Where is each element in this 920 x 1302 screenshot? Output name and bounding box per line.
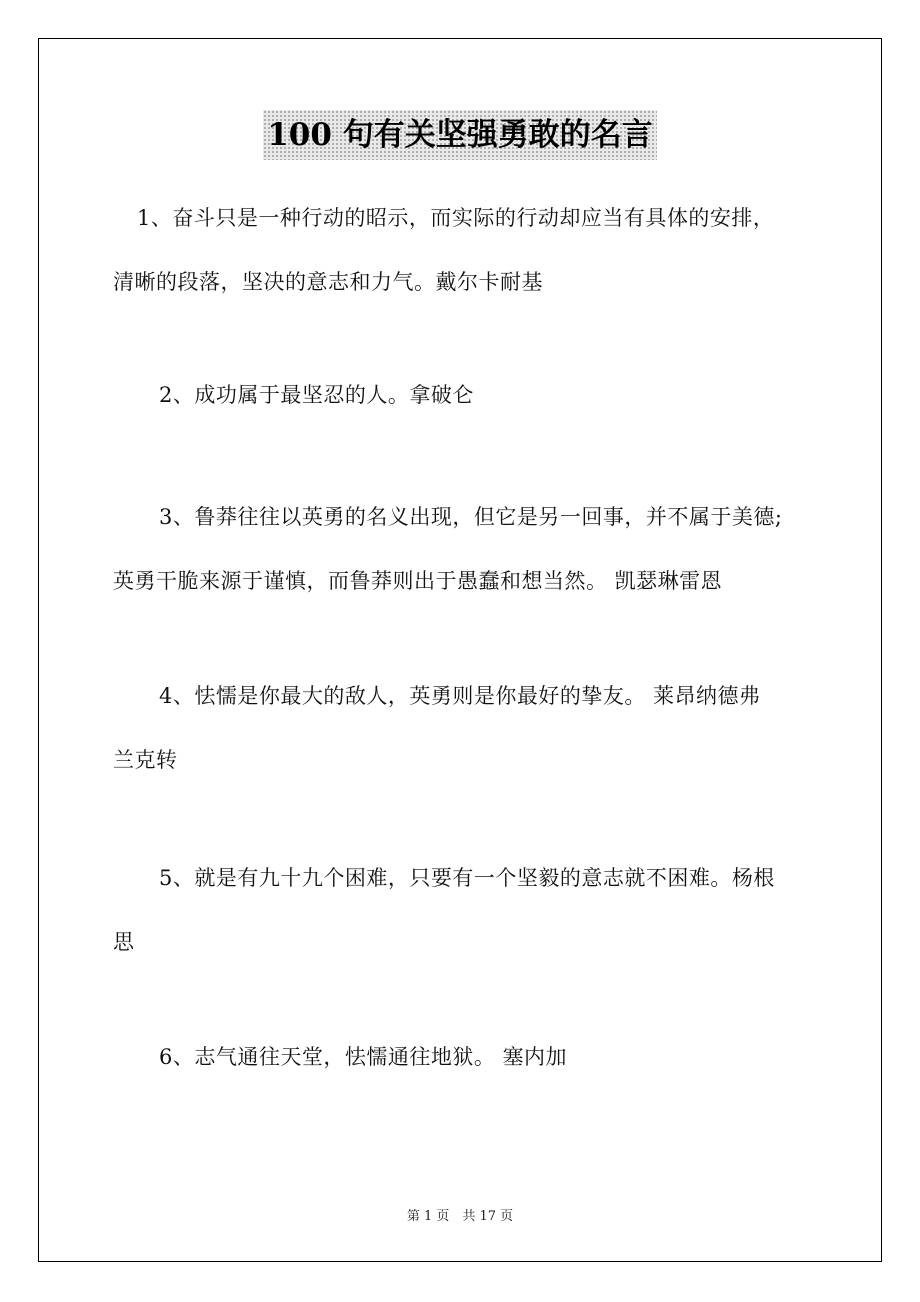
quote-paragraph-1 <box>113 186 813 314</box>
quote-1-line-1: 1、奋斗只是一种行动的昭示，而实际的行动却应当有具体的安排， <box>137 206 775 230</box>
quote-paragraph-3 <box>113 485 813 613</box>
quote-6-line-1: 6、志气通往天堂，怯懦通往地狱。 塞内加 <box>159 1045 568 1069</box>
quote-2-line-1: 2、成功属于最坚忍的人。拿破仑 <box>159 383 474 407</box>
quote-3-line-2: 英勇干脆来源于谨慎，而鲁莽则出于愚蠢和想当然。 凯瑟琳雷恩 <box>113 569 723 593</box>
quote-4-line-1: 4、怯懦是你最大的敌人，英勇则是你最好的挚友。 莱昂纳德弗 <box>159 684 761 708</box>
quote-3-line-1: 3、鲁莽往往以英勇的名义出现，但它是另一回事，并不属于美德; <box>159 505 783 529</box>
quote-5-line-2: 思 <box>113 930 135 954</box>
quote-paragraph-2 <box>113 363 813 427</box>
quote-paragraph-6 <box>113 1025 813 1089</box>
page-footer: 第 1 页 共 17 页 <box>406 1209 514 1224</box>
quote-paragraph-4 <box>113 664 813 792</box>
quote-1-line-2: 清晰的段落，坚决的意志和力气。戴尔卡耐基 <box>113 270 543 294</box>
title-wrap <box>0 110 920 160</box>
quote-4-line-2: 兰克转 <box>113 748 178 772</box>
quote-5-line-1: 5、就是有九十九个困难，只要有一个坚毅的意志就不困难。杨根 <box>159 866 775 890</box>
document-title: 100 句有关坚强勇敢的名言 <box>263 110 657 160</box>
quote-paragraph-5 <box>113 846 813 974</box>
